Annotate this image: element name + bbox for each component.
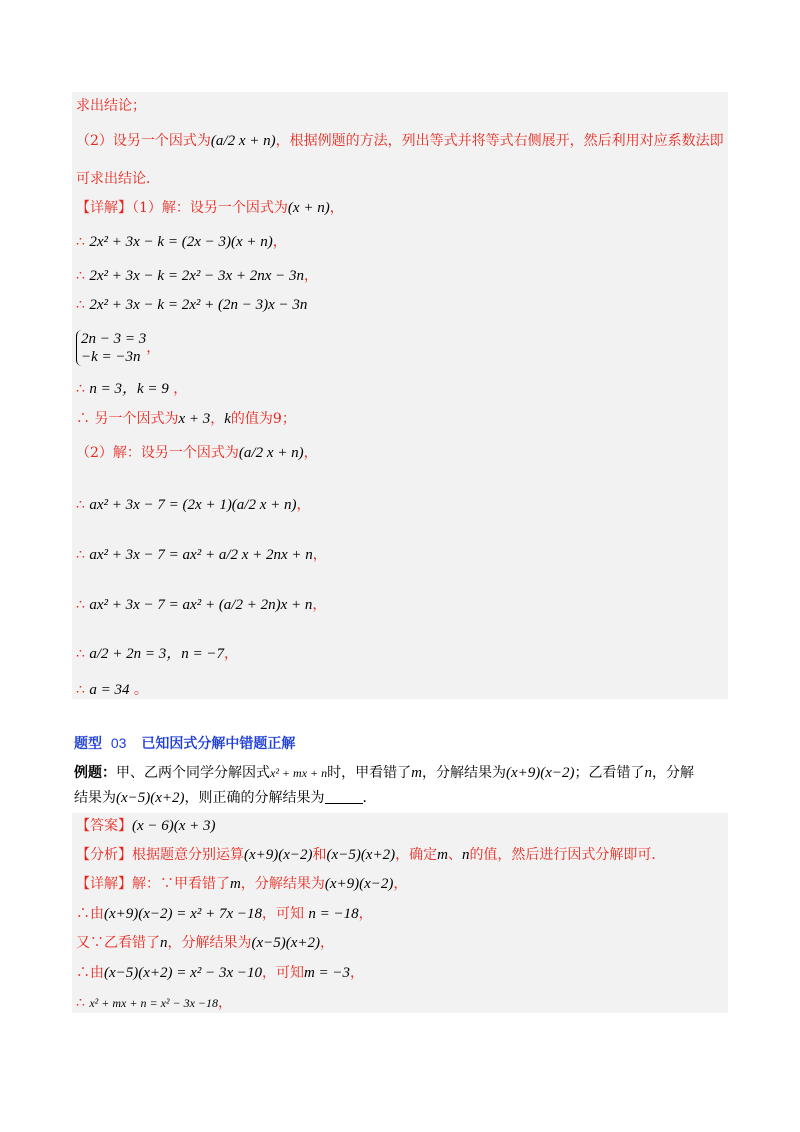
solution-1-line <box>76 169 160 189</box>
section-heading <box>74 733 295 754</box>
solution-text: （2）设另一个因式为 <box>76 133 211 149</box>
solution-text: ∴ <box>76 497 90 513</box>
detail-line-5 <box>76 993 232 1013</box>
equation: −k = −3n <box>81 349 141 365</box>
detail-line-1 <box>76 874 407 894</box>
solution-1-line <box>76 680 148 700</box>
detail-expr: m = −3 <box>303 965 351 981</box>
solution-1-line <box>76 545 327 565</box>
solution-1-line <box>76 96 146 116</box>
solution-text: （2）解：设另一个因式为 <box>76 445 239 461</box>
solution-1-line <box>76 131 724 151</box>
solution-text: ， <box>303 445 318 461</box>
solution-text: 的值为9； <box>230 411 296 427</box>
math-expr: (a/2 x + n) <box>238 445 304 461</box>
analysis-text: 和 <box>312 847 327 863</box>
section-title: 已知因式分解中错题正解 <box>141 736 296 752</box>
solution-1-line <box>76 330 160 366</box>
math-expr: ax² + 3x − 7 = ax² + (a/2 + 2n)x + n <box>89 597 313 613</box>
answer-value: (x − 6)(x + 3) <box>132 818 216 834</box>
analysis-text: 的值，然后进行因式分解即可． <box>469 847 666 863</box>
example-prefix: 例题： <box>74 765 116 781</box>
solution-text: ∴ <box>76 297 90 313</box>
answer-label: 【答案】 <box>76 818 132 834</box>
example-text: 甲、乙两个同学分解因式 <box>116 765 270 781</box>
analysis-var: m <box>437 847 448 863</box>
example-line-2 <box>74 788 377 808</box>
result-2: (x−5)(x+2) <box>116 790 185 806</box>
solution-1-line <box>76 644 238 664</box>
solution-text: ，根据例题的方法，列出等式并将等式右侧展开，然后利用对应系数法即 <box>275 133 724 149</box>
detail-line-2 <box>76 904 373 924</box>
detail-text: ， <box>320 935 335 951</box>
example-text: ，则正确的分解结果为 <box>184 790 325 806</box>
solution-text: ， <box>210 411 225 427</box>
solution-text: ， <box>168 381 188 397</box>
solution-text: 【详解】（1）解：设另一个因式为 <box>76 200 288 216</box>
answer-line <box>76 816 216 836</box>
math-expr: a = 34 <box>89 682 130 698</box>
detail-text: ， <box>218 995 233 1011</box>
solution-text: ∴ 另一个因式为 <box>76 411 179 427</box>
math-expr: ax² + 3x − 7 = ax² + a/2 x + 2nx + n <box>89 547 313 563</box>
solution-text: ∴ <box>76 234 90 250</box>
detail-text: ，可知 <box>261 906 309 922</box>
solution-text: ， <box>312 547 327 563</box>
math-expr: n = 3，k = 9 <box>89 381 169 397</box>
example-text: ，分解结果为 <box>421 765 506 781</box>
detail-text: 又∵乙看错了 <box>76 935 160 951</box>
var-m: m <box>411 765 422 781</box>
detail-var: n <box>160 935 168 951</box>
solution-text: ， <box>272 234 287 250</box>
math-expr: 2x² + 3x − k = (2x − 3)(x + n) <box>89 234 273 250</box>
analysis-text: 根据题意分别运算 <box>132 847 244 863</box>
solution-text: 可求出结论． <box>76 171 160 187</box>
detail-text: 解：∵甲看错了 <box>132 876 230 892</box>
result-1: (x+9)(x−2) <box>505 765 575 781</box>
detail-line-4 <box>76 963 364 983</box>
solution-text: ， <box>296 497 311 513</box>
analysis-expr: (x−5)(x+2) <box>326 847 396 863</box>
example-text: 时，甲看错了 <box>327 765 412 781</box>
example-text: ． <box>362 790 377 806</box>
example-text: 结果为 <box>74 790 116 806</box>
example-text: ，分解 <box>652 765 695 781</box>
solution-text: ， <box>329 200 344 216</box>
detail-text: ， <box>358 906 373 922</box>
solution-text: ∴ <box>76 381 90 397</box>
detail-expr: (x+9)(x−2) = x² + 7x −18 <box>104 906 262 922</box>
detail-text: ∴ <box>76 995 90 1011</box>
detail-var: m <box>230 876 241 892</box>
math-expr: (x + n) <box>287 200 330 216</box>
solution-1-line <box>76 266 318 286</box>
solution-text: ， <box>146 340 161 356</box>
math-expr: (a/2 x + n) <box>210 133 276 149</box>
solution-text: 。 <box>129 682 148 698</box>
solution-1-line <box>76 443 318 463</box>
solution-1-line <box>76 495 311 515</box>
math-expr: k <box>224 411 231 427</box>
solution-text: ∴ <box>76 646 90 662</box>
solution-1-line <box>76 295 307 315</box>
solution-1-line <box>76 379 187 399</box>
solution-text: ∴ <box>76 682 90 698</box>
detail-expr: (x+9)(x−2) <box>324 876 394 892</box>
equation: 2n − 3 = 3 <box>81 331 147 347</box>
solution-text: ∴ <box>76 597 90 613</box>
analysis-label: 【分析】 <box>76 847 132 863</box>
example-text: ；乙看错了 <box>574 765 645 781</box>
detail-text: ， <box>393 876 408 892</box>
solution-text: 求出结论； <box>76 98 146 114</box>
detail-text: ， <box>350 965 365 981</box>
detail-text: ，分解结果为 <box>240 876 325 892</box>
math-expr: 2x² + 3x − k = 2x² + (2n − 3)x − 3n <box>89 297 308 313</box>
detail-text: ∴由 <box>76 906 104 922</box>
detail-label: 【详解】 <box>76 876 132 892</box>
var-n: n <box>644 765 653 781</box>
analysis-expr: (x+9)(x−2) <box>244 847 313 863</box>
detail-expr: (x−5)(x+2) <box>251 935 321 951</box>
solution-text: ， <box>224 646 239 662</box>
detail-expr: (x−5)(x+2) = x² − 3x −10 <box>104 965 262 981</box>
detail-text: ，分解结果为 <box>167 935 252 951</box>
detail-text: ，可知 <box>261 965 304 981</box>
math-expr: 2x² + 3x − k = 2x² − 3x + 2nx − 3n <box>89 268 305 284</box>
solution-text: ∴ <box>76 268 90 284</box>
solution-text: ， <box>304 268 319 284</box>
detail-expr: x² + mx + n = x² − 3x −18 <box>89 996 219 1010</box>
analysis-text: 、 <box>447 847 462 863</box>
section-label: 题型 <box>74 736 102 752</box>
solution-1-line <box>76 232 287 252</box>
example-line-1 <box>74 763 694 783</box>
solution-text: ∴ <box>76 547 90 563</box>
analysis-text: ，确定 <box>395 847 438 863</box>
detail-expr: n = −18 <box>308 906 359 922</box>
math-expr: x + 3 <box>178 411 211 427</box>
equation-system <box>76 330 146 366</box>
example-expr: x² + mx + n <box>270 766 328 780</box>
solution-1-line <box>76 198 344 218</box>
detail-text: ∴由 <box>76 965 104 981</box>
answer-blank <box>325 789 363 804</box>
analysis-var: n <box>461 847 470 863</box>
solution-text: ， <box>312 597 327 613</box>
analysis-line <box>76 845 665 865</box>
section-number: 03 <box>110 735 127 751</box>
detail-line-3 <box>76 933 334 953</box>
math-expr: ax² + 3x − 7 = (2x + 1)(a/2 x + n) <box>89 497 297 513</box>
solution-1-line <box>76 595 326 615</box>
solution-1-line <box>76 409 296 429</box>
math-expr: a/2 + 2n = 3，n = −7 <box>89 646 225 662</box>
